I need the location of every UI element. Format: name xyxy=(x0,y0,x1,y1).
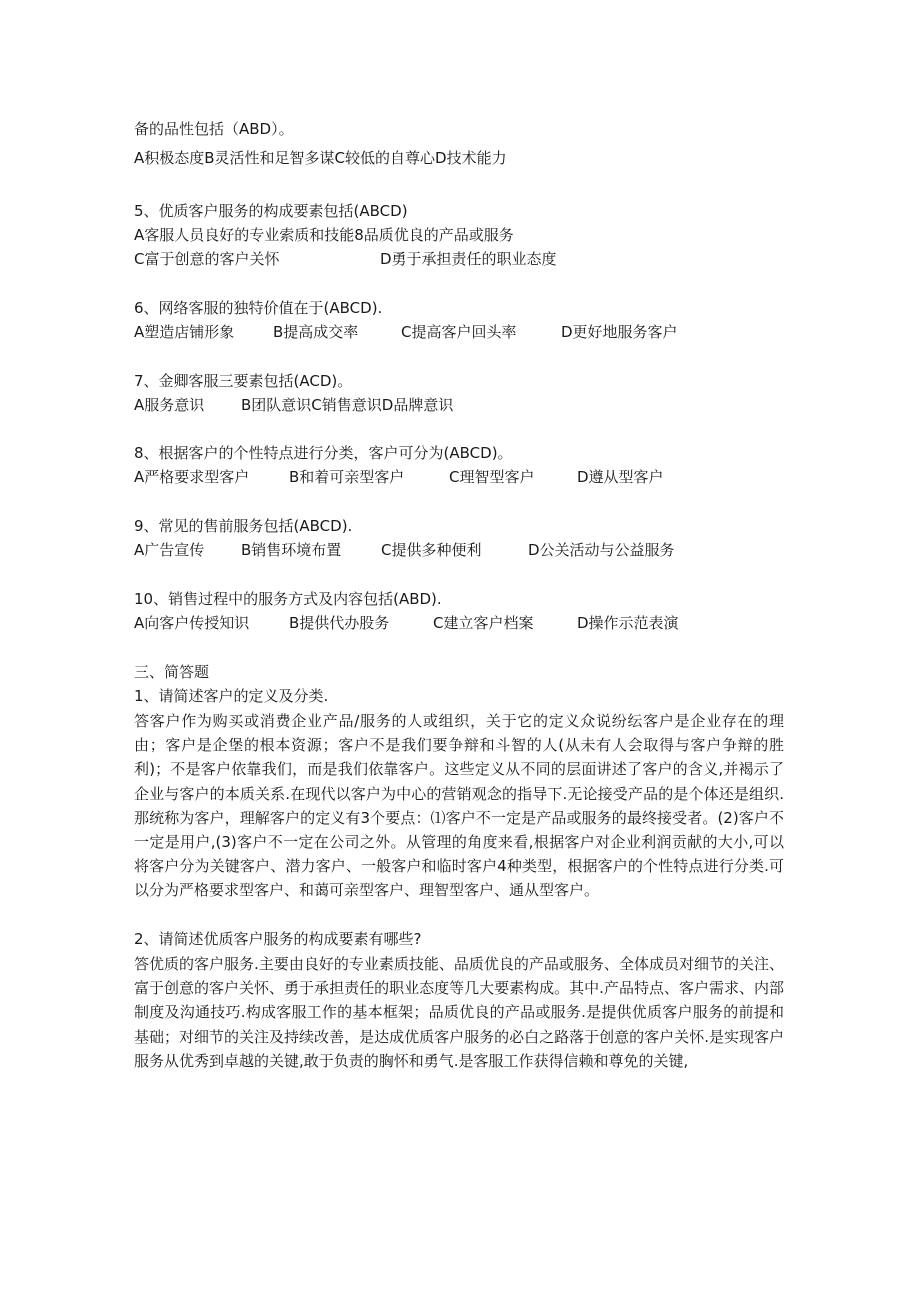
q6-option-c: C提高客户回头率 xyxy=(401,323,517,341)
prev-question-options: A积极态度B灵活性和足智多谋C较低的自尊心D技术能力 xyxy=(134,149,507,167)
q10-option-a: A向客户传授知识 xyxy=(134,614,250,632)
q10-option-c: C建立客户档案 xyxy=(433,614,534,632)
q6-option-d: D更好地服务客户 xyxy=(561,323,678,341)
section-heading: 三、简答题 xyxy=(134,663,210,681)
q9-stem: 9、常见的售前服务包括(ABCD). xyxy=(134,517,353,535)
q8-options xyxy=(134,466,794,488)
q10-options xyxy=(134,612,794,634)
sa-q1-stem: 1、请简述客户的定义及分类. xyxy=(134,687,329,705)
q9-option-a: A广告宣传 xyxy=(134,541,205,559)
q8-stem: 8、根据客户的个性特点进行分类，客户可分为(ABCD)。 xyxy=(134,444,513,462)
q10-option-b: B提供代办股务 xyxy=(289,614,390,632)
q10-option-d: D操作示范表演 xyxy=(577,614,679,632)
sa-q1-answer: 答客户作为购买或消费企业产品/服务的人或组织，关于它的定义众说纷纭客户是企业存在的理由；客户是企堡的根本资源；客户不是我们要争辩和斗智的人(从未有人会取得与客户争辩的胜利)；不是客户依靠我们，而是我们依靠客户。这些定义从不同的层面讲述了客户的含义,并褐示了企业与客户的本质关系.在现代以客户为中心的营销观念的指导下.无论接受产品的是个体还是组织.那统称为客户，理解客户的定义有3个要点：⑴客户不一定是产品或服务的最终接受者。(2)客户不一定是用户,(3)客户不一定在公司之外。从管理的角度来看,根据客户对企业利润贡献的大小,可以将客户分为关键客户、潜力客户、一般客户和临时客户4种类型，根据客户的个性特点进行分类.可以分为严格要求型客户、和蔼可亲型客户、理智型客户、通从型客户。 xyxy=(134,712,784,900)
q7-stem: 7、金卿客服三要素包括(ACD)。 xyxy=(134,372,353,390)
q6-option-b: B提高成交率 xyxy=(273,323,359,341)
q5-option-d: D勇于承担责任的职业态度 xyxy=(380,250,557,268)
q6-options xyxy=(134,321,794,343)
q8-option-c: C理智型客户 xyxy=(449,468,535,486)
q5-option-c: C富于创意的客户关怀 xyxy=(134,250,280,268)
q9-option-d: D公关活动与公益服务 xyxy=(528,541,675,559)
q8-option-b: B和着可亲型客户 xyxy=(289,468,405,486)
q8-option-d: D遵从型客户 xyxy=(577,468,664,486)
q5-options-line2 xyxy=(134,248,794,270)
q8-option-a: A严格要求型客户 xyxy=(134,468,250,486)
q9-option-c: C提供多种便利 xyxy=(381,541,482,559)
q5-options-line1: A客服人员良好的专业索质和技能8品质优良的产品或服务 xyxy=(134,226,514,244)
q10-stem: 10、销售过程中的服务方式及内容包括(ABD). xyxy=(134,590,442,608)
sa-q2-stem: 2、请简述优质客户服务的构成要素有哪些? xyxy=(134,930,422,948)
q6-stem: 6、网络客服的独特价值在于(ABCD). xyxy=(134,299,383,317)
q5-stem: 5、优质客户服务的构成要素包括(ABCD) xyxy=(134,202,408,220)
q7-option-a: A服务意识 xyxy=(134,396,205,414)
q9-option-b: B销售环境布置 xyxy=(241,541,342,559)
q7-option-bcd: B团队意识C销售意识D品牌意识 xyxy=(241,396,454,414)
prev-question-tail: 备的品性包括（ABD）。 xyxy=(134,120,294,138)
q6-option-a: A塑造店铺形象 xyxy=(134,323,235,341)
sa-q2-answer: 答优质的客户服务.主要由良好的专业素质技能、品质优良的产品或服务、全体成员对细节的关注、富于创意的客户关怀、勇于承担责任的职业态度等几大要素构成。其中.产品特点、客户需求、内部制度及沟通技巧.构成客服工作的基本框架；品质优良的产品或服务.是提供优质客户服务的前提和基础；对细节的关注及持续改善，是达成优质客户服务的必白之路落于创意的客户关怀.是实现客户服务从优秀到卓越的关键,敢于负责的胸怀和勇气.是客服工作获得信赖和尊免的关键, xyxy=(134,955,784,1070)
q7-options xyxy=(134,394,794,416)
q9-options xyxy=(134,539,794,561)
